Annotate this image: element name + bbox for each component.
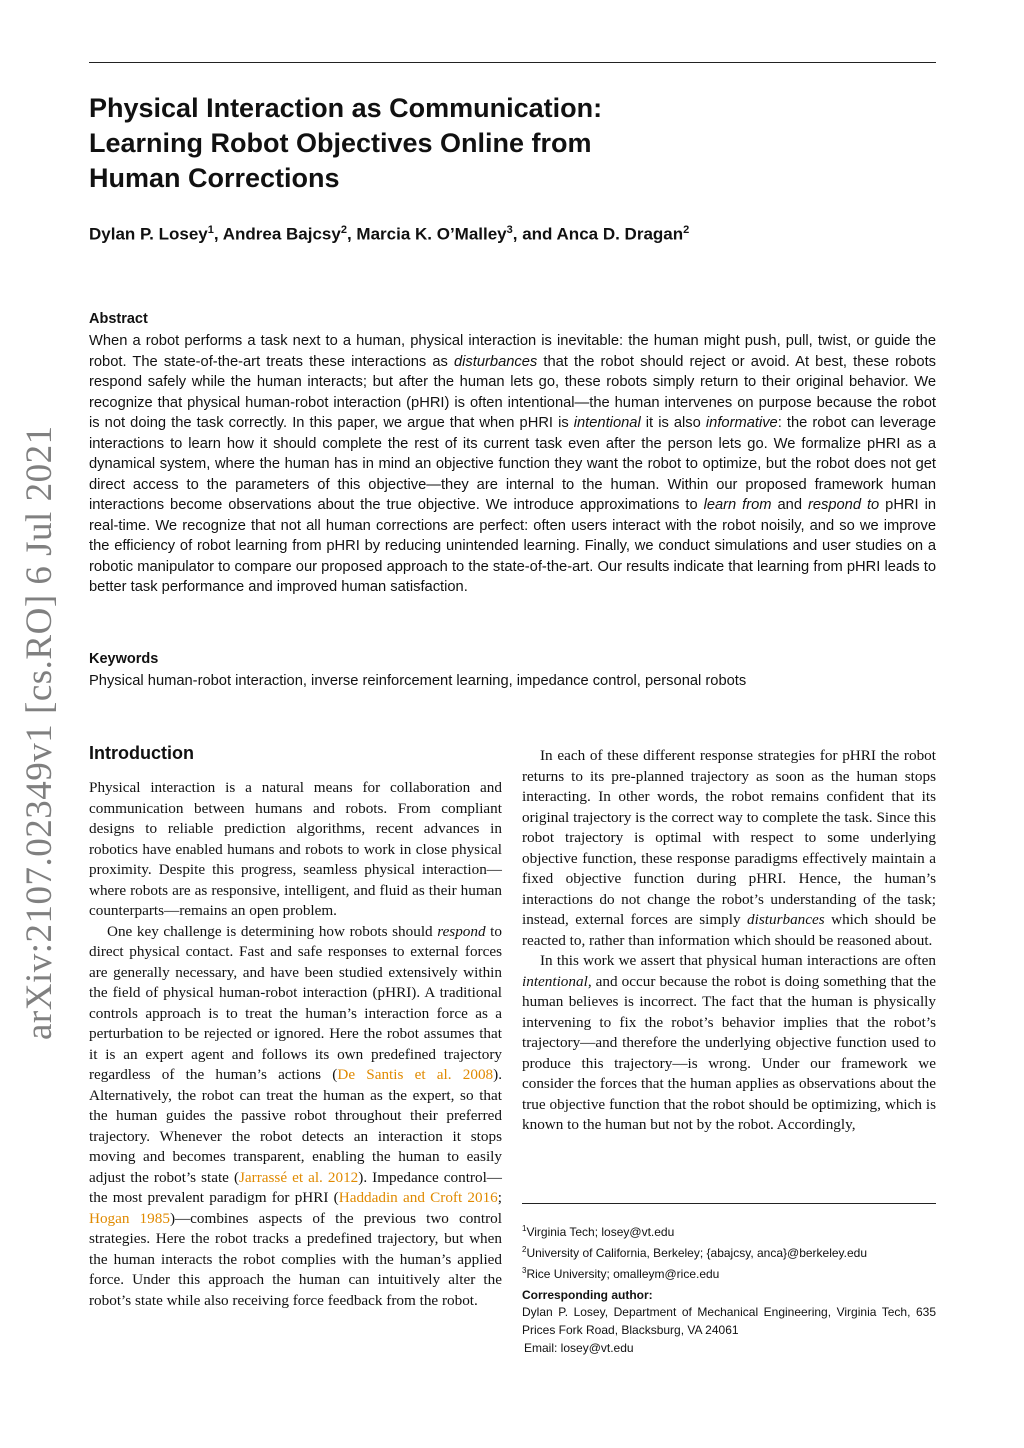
intro-paragraph <box>522 951 936 1136</box>
corresponding-author-address: Dylan P. Losey, Department of Mechanical Engineering, Virginia Tech, 635 Prices Fork Road, Blacksburg, VA 24061 <box>522 1305 936 1337</box>
abstract-emphasis: intentional <box>573 415 641 431</box>
footnote-text: Rice University; omalleym@rice.edu <box>526 1267 720 1281</box>
top-rule <box>89 62 936 63</box>
text-run: ; <box>497 1189 503 1206</box>
arxiv-identifier-stamp: arXiv:2107.02349v1 [cs.RO] 6 Jul 2021 <box>19 425 60 1040</box>
citation-link[interactable]: Haddadin and Croft 2016 <box>338 1189 498 1206</box>
author-name: Marcia K. O’Malley <box>356 224 507 244</box>
affiliation-mark: 3 <box>506 224 513 236</box>
abstract-text <box>89 331 936 598</box>
abstract-run: and <box>771 497 808 513</box>
intro-paragraph: Physical interaction is a natural means for collaboration and communication between humans and robots. From compliant designs to reliable prediction algorithms, recent advances in robotics have enabled humans and robots to work in close physical proximity. Despite this progress, seamless physical interaction—where robots are as responsive, intelligent, and fluid as their human counterparts—remains an open problem. <box>89 779 502 919</box>
corresponding-author-heading: Corresponding author: <box>522 1288 653 1302</box>
keywords-text: Physical human-robot interaction, inverse reinforcement learning, impedance control, personal robots <box>89 673 747 689</box>
footnote-text: Virginia Tech; losey@vt.edu <box>526 1225 675 1239</box>
introduction-heading: Introduction <box>89 743 194 763</box>
abstract-emphasis: disturbances <box>453 353 538 370</box>
affiliation-mark: 2 <box>683 224 690 236</box>
text-run: )—combines aspects of the previous two control strategies. Here the robot tracks a predefined trajectory, but when the human interacts the robot complies with the human’s applied force. Under this approach the human can intuitively alter the robot’s state while also receiving force feedback from the robot. <box>89 1209 502 1309</box>
footnote <box>522 1220 936 1241</box>
abstract-emphasis: respond to <box>807 497 880 513</box>
abstract-run: it is also <box>640 415 706 431</box>
text-run: , and occur because the robot is doing something that the human believes is incorrect. The fact that the human is physically intervening to fix the robot’s behavior implies that the robot’s trajectory—and therefore the underlying objective function used to produce this trajectory—is wrong. Under our framework we consider the forces that the human applies as observations about the true objective function that the robot should be optimizing, which is known to the human but not by the robot. Accordingly, <box>522 972 936 1133</box>
intro-paragraph <box>89 922 502 1312</box>
author-list <box>89 219 889 246</box>
abstract-heading: Abstract <box>89 311 148 327</box>
citation-link[interactable]: De Santis et al. 2008 <box>337 1066 494 1083</box>
paper-title <box>89 91 789 196</box>
title-line: Learning Robot Objectives Online from <box>89 128 592 158</box>
footnote-mark: 1 <box>522 1224 527 1233</box>
affiliation-mark: 1 <box>207 224 214 236</box>
text-run: which should be reacted to, rather than information which should be reasoned about. <box>522 911 936 949</box>
abstract-run: When a robot performs a task next to a human, physical interaction is inevitable: the human might push, pull, twist, or guide the robot. The state-of-the-art treats these interactions as <box>89 333 936 370</box>
abstract-emphasis: informative <box>705 415 778 431</box>
author-name: Andrea Bajcsy <box>222 224 341 244</box>
text-run: In each of these different response strategies for pHRI the robot returns to its pre-planned trajectory as soon as the human stops interacting. In other words, the robot remains confident that its original trajectory is the correct way to complete the task. Since this robot trajectory is optimal with respect to some underlying objective function, these response paradigms effectively maintain a fixed objective function during pHRI. Hence, the human’s interactions do not change the robot’s understanding of the task; instead, external forces are simply <box>522 747 936 928</box>
affiliation-mark: 2 <box>340 224 347 236</box>
abstract-run: : the robot can leverage interactions to learn how it should complete the rest of its current task even after the person lets go. We formalize pHRI as a dynamical system, where the human has in mind an objective function they want the robot to optimize, but the robot does not get direct access to the parameters of this objective—they are internal to the human. Within our proposed framework human interactions become observations about the true objective. We introduce approximations to <box>89 415 936 513</box>
footnote <box>522 1241 936 1262</box>
footnotes <box>522 1220 936 1283</box>
emphasis: disturbances <box>747 911 825 928</box>
title-line: Physical Interaction as Communication: <box>89 93 603 123</box>
abstract-run: that the robot should reject or avoid. At best, these robots respond safely while the human interacts; but after the human lets go, these robots simply return to their original behavior. We recognize that physical human-robot interaction (pHRI) is often intentional—the human intervenes on purpose because the robot is not doing the task correctly. In this paper, we argue that when pHRI is <box>89 353 936 431</box>
keywords-heading: Keywords <box>89 651 159 667</box>
author-separator: , <box>346 224 357 244</box>
author-separator: , and <box>512 224 557 244</box>
text-run: to direct physical contact. Fast and safe responses to external forces are generally necessary, and have been studied extensively within the field of physical human-robot interaction (pHRI). A traditional controls approach is to treat the human’s interaction force as a perturbation to be rejected or ignored. Here the robot assumes that it is an expert agent and follows its own predefined trajectory regardless of the human’s actions ( <box>89 922 502 1083</box>
author-separator: , <box>213 224 223 244</box>
emphasis: intentional <box>522 972 588 990</box>
emphasis: respond <box>437 922 486 940</box>
citation-link[interactable]: Hogan 1985 <box>89 1209 170 1227</box>
text-run: In this work we assert that physical human interactions are often <box>540 952 936 969</box>
left-column <box>89 778 502 1311</box>
corresponding-author-email: Email: losey@vt.edu <box>524 1341 634 1355</box>
footnote-mark: 2 <box>522 1245 527 1254</box>
footnote <box>522 1262 936 1283</box>
text-run: One key challenge is determining how robots should <box>107 922 438 940</box>
text-run: ). Alternatively, the robot can treat the human as the expert, so that the human guides the passive robot throughout their preferred trajectory. Whenever the robot detects an interaction it stops moving and becomes transparent, enabling the human to easily adjust the robot’s state ( <box>89 1066 502 1186</box>
abstract-emphasis: learn from <box>703 497 772 513</box>
author-name: Anca D. Dragan <box>556 224 684 244</box>
footnote-text: University of California, Berkeley; {abajcsy, anca}@berkeley.edu <box>526 1246 868 1260</box>
title-line: Human Corrections <box>89 163 340 193</box>
author-name: Dylan P. Losey <box>89 224 208 244</box>
footnote-mark: 3 <box>522 1266 527 1275</box>
right-column <box>522 746 936 1136</box>
intro-paragraph <box>522 746 936 951</box>
citation-link[interactable]: Jarrassé et al. 2012 <box>239 1168 359 1186</box>
abstract-run: pHRI in real-time. We recognize that not all human corrections are perfect: often users interact with the robot noisily, and so we improve the efficiency of robot learning from pHRI by reducing unintended learning. Finally, we conduct simulations and user studies on a robotic manipulator to compare our proposed approach to the state-of-the-art. Our results indicate that learning from pHRI leads to better task performance and improved human satisfaction. <box>89 497 936 595</box>
text-run: ). Impedance control—the most prevalent paradigm for pHRI ( <box>89 1168 502 1206</box>
footnote-rule <box>522 1203 936 1204</box>
